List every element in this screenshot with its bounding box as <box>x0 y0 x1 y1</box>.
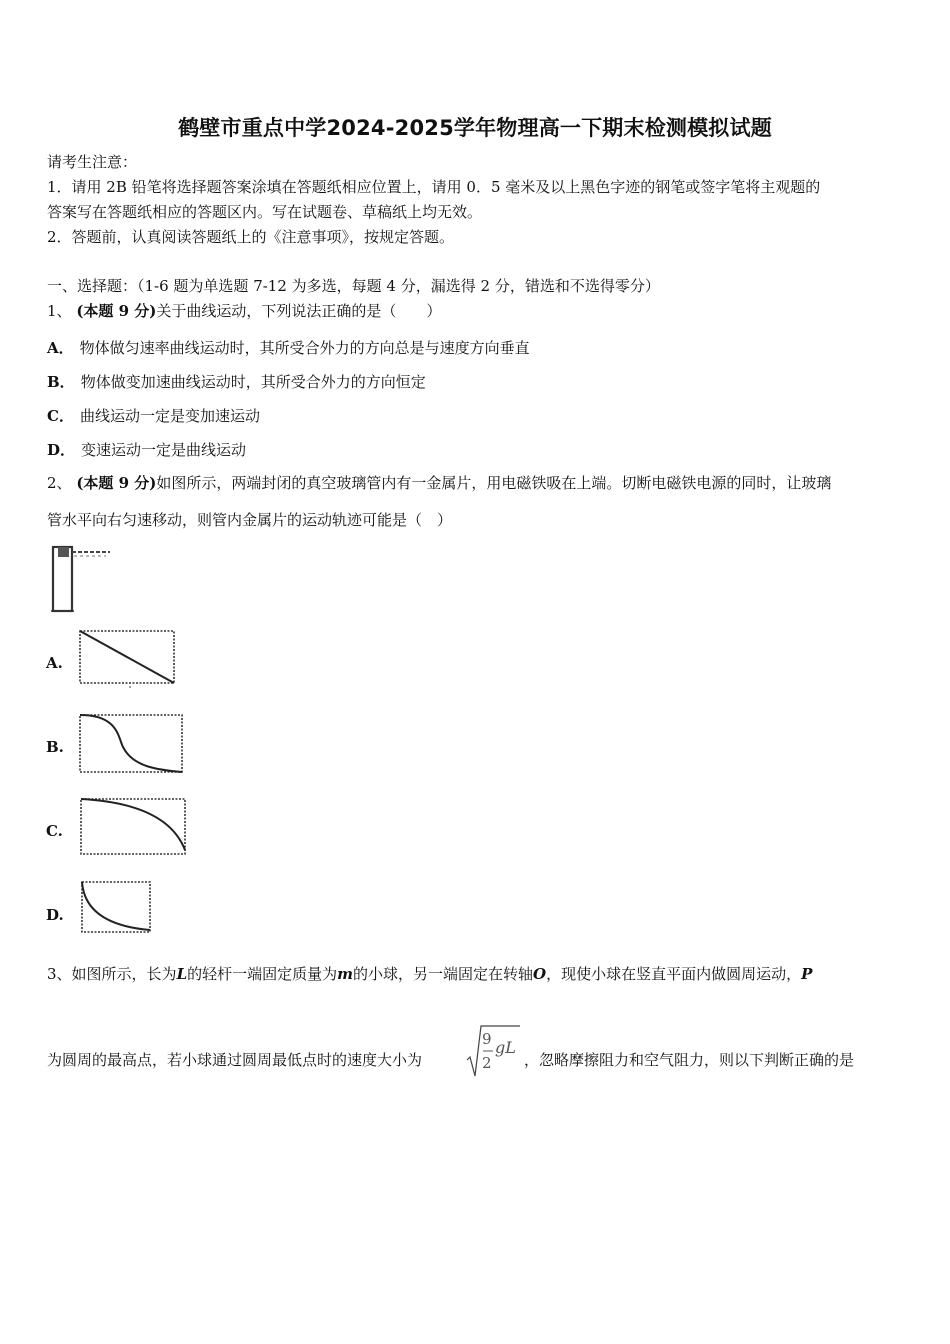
q2-option-d-trajectory[interactable] <box>78 878 156 936</box>
q2-option-c-trajectory[interactable] <box>78 794 190 858</box>
question-2-stem-a: 如图所示，两端封闭的真空玻璃管内有一金属片，用电磁铁吸在上端。切断电磁铁电源的同时，让玻璃 <box>156 474 832 492</box>
question-2-number: 2、 <box>47 474 72 492</box>
question-2-score: (本题 9 分) <box>76 474 157 492</box>
option-label: A． <box>47 339 74 357</box>
q2-option-b-label[interactable]: B. <box>46 738 64 756</box>
sqrt-formula <box>466 1024 522 1080</box>
question-3-line-a <box>47 964 812 984</box>
q1-option-d[interactable] <box>47 439 246 460</box>
var-L: L <box>176 965 188 983</box>
q3-text: 的小球，另一端固定在转轴 <box>353 965 534 983</box>
q1-option-a[interactable] <box>47 337 530 358</box>
question-1 <box>47 301 441 321</box>
q3-text: 如图所示，长为 <box>71 965 177 983</box>
glass-tube-figure <box>48 543 118 615</box>
q2-option-b-trajectory[interactable] <box>78 712 184 776</box>
question-3-line-b-1: 为圆周的最高点，若小球通过圆周最低点时的速度大小为 <box>47 1051 423 1069</box>
section-heading: 一、选择题：（1-6 题为单选题 7-12 为多选，每题 4 分，漏选得 2 分，错选和不选得零分） <box>47 277 660 295</box>
notice-heading: 请考生注意： <box>47 153 138 171</box>
q1-option-b[interactable] <box>47 371 426 392</box>
question-2-stem-b: 管水平向右匀速移动，则管内金属片的运动轨迹可能是（ ） <box>47 511 453 529</box>
option-text: 物体做匀速率曲线运动时，其所受合外力的方向总是与速度方向垂直 <box>79 339 530 357</box>
fraction-denominator: 2 <box>482 1054 492 1072</box>
var-m: m <box>337 965 353 983</box>
option-label: D． <box>47 441 76 459</box>
question-1-score: (本题 9 分) <box>76 302 157 320</box>
question-1-number: 1、 <box>47 302 72 320</box>
var-O: O <box>533 965 547 983</box>
option-label: B． <box>47 373 75 391</box>
question-1-stem: 关于曲线运动，下列说法正确的是（ ） <box>156 302 442 320</box>
q2-option-c-label[interactable]: C. <box>46 822 63 840</box>
notice-line-2: 2．答题前，认真阅读答题纸上的《注意事项》，按规定答题。 <box>47 228 455 246</box>
notice-line-1a: 1．请用 2B 铅笔将选择题答案涂填在答题纸相应位置上，请用 0．5 毫米及以上黑色字迹的钢笔或签字笔将主观题的 <box>47 178 821 196</box>
option-text: 变速运动一定是曲线运动 <box>81 441 247 459</box>
notice-line-1b: 答案写在答题纸相应的答题区内。写在试题卷、草稿纸上均无效。 <box>47 203 483 221</box>
q3-text: 的轻杆一端固定质量为 <box>187 965 338 983</box>
question-2 <box>47 473 831 493</box>
option-label: C． <box>47 407 74 425</box>
var-P: P <box>801 965 813 983</box>
q2-option-a-label[interactable]: A. <box>46 654 63 672</box>
question-3-line-b-2: ，忽略摩擦阻力和空气阻力，则以下判断正确的是 <box>524 1051 855 1069</box>
option-text: 物体做变加速曲线运动时，其所受合外力的方向恒定 <box>80 373 426 391</box>
option-text: 曲线运动一定是变加速运动 <box>79 407 260 425</box>
fraction-numerator: 9 <box>482 1030 492 1048</box>
q3-text: ，现使小球在竖直平面内做圆周运动， <box>546 965 802 983</box>
q2-option-a-trajectory[interactable] <box>78 628 178 690</box>
formula-gL: gL <box>495 1038 516 1057</box>
page-title: 鹤壁市重点中学2024-2025学年物理高一下期末检测模拟试题 <box>178 116 772 140</box>
q1-option-c[interactable] <box>47 405 260 426</box>
q2-option-d-label[interactable]: D. <box>46 906 64 924</box>
question-3-number: 3、 <box>47 965 72 983</box>
